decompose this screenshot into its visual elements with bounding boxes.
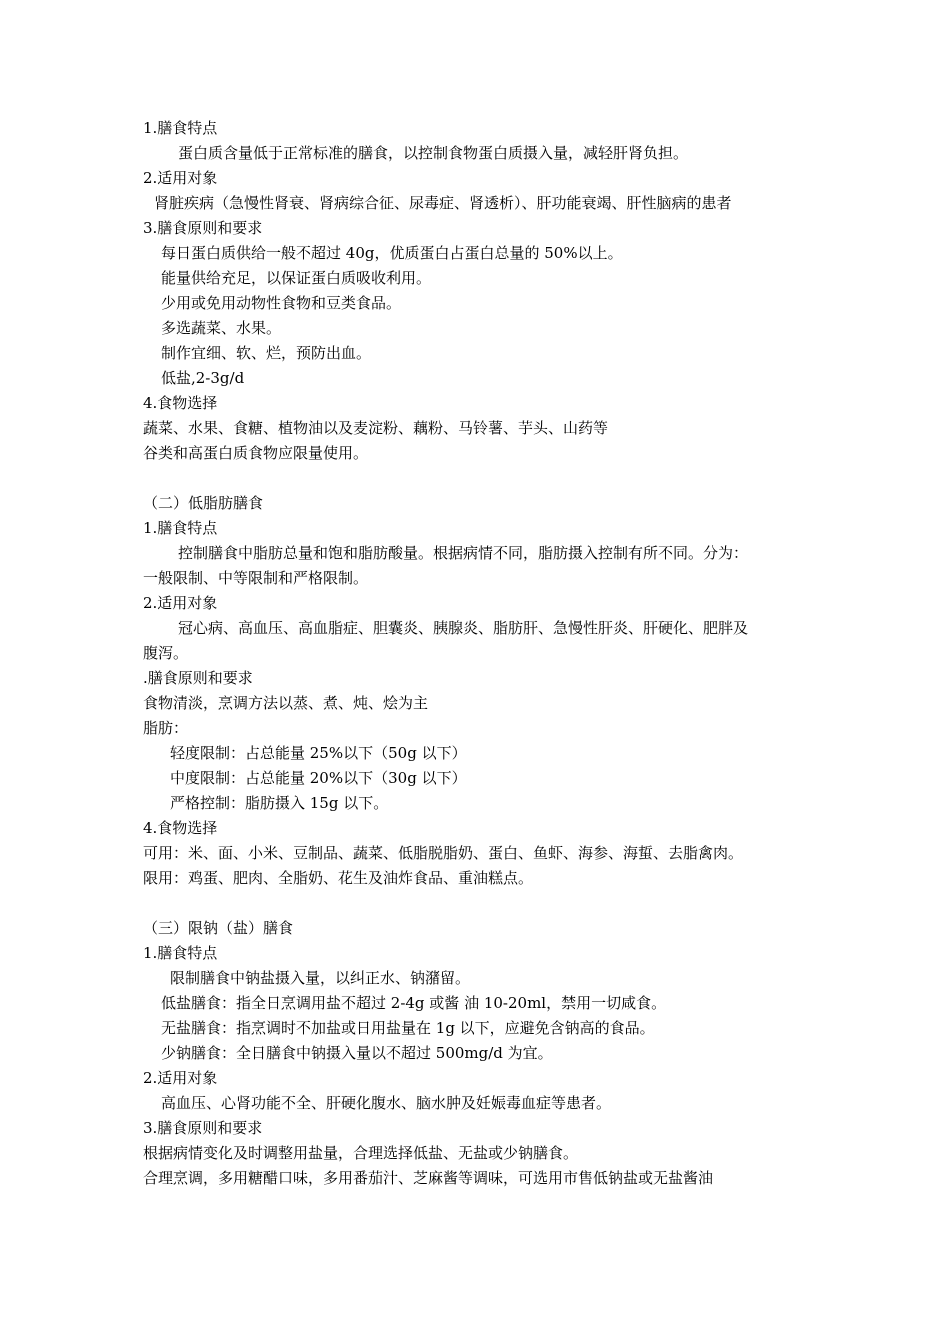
text-target-group-continued: 腹泻。 [143,644,189,662]
section-title-low-sodium-diet: （三）限钠（盐）膳食 [143,919,294,937]
section-title-low-fat-diet: （二）低脂肪膳食 [143,494,264,512]
heading-target-group: 2.适用对象 [143,1069,218,1087]
text-fat-mild-limit: 轻度限制：占总能量 25%以下（50g 以下） [170,744,467,762]
heading-diet-features: 1.膳食特点 [143,119,218,137]
text-diet-features-continued: 一般限制、中等限制和严格限制。 [143,569,369,587]
text-food-recommended: 蔬菜、水果、食糖、植物油以及麦淀粉、藕粉、马铃薯、芋头、山药等 [143,419,609,437]
text-low-sodium-diet: 少钠膳食：全日膳食中钠摄入量以不超过 500mg/d 为宜。 [161,1044,553,1062]
text-principle-adjust-salt: 根据病情变化及时调整用盐量，合理选择低盐、无盐或少钠膳食。 [143,1144,579,1162]
text-target-group: 冠心病、高血压、高血脂症、胆囊炎、胰腺炎、脂肪肝、急慢性肝炎、肝硬化、肥胖及 [178,619,749,637]
heading-diet-principles: .膳食原则和要求 [143,669,253,687]
heading-diet-features: 1.膳食特点 [143,519,218,537]
heading-food-selection: 4.食物选择 [143,819,218,837]
text-fat-label: 脂肪： [143,719,189,737]
text-principle-animal-food: 少用或免用动物性食物和豆类食品。 [161,294,402,312]
text-principle-vegetables: 多选蔬菜、水果。 [161,319,282,337]
text-low-salt-diet: 低盐膳食：指全日烹调用盐不超过 2-4g 或酱 油 10-20ml，禁用一切咸食。 [161,994,667,1012]
heading-target-group: 2.适用对象 [143,594,218,612]
text-food-allowed: 可用：米、面、小米、豆制品、蔬菜、低脂脱脂奶、蛋白、鱼虾、海参、海蜇、去脂禽肉。 [143,844,744,862]
text-fat-strict-limit: 严格控制：脂肪摄入 15g 以下。 [170,794,389,812]
heading-food-selection: 4.食物选择 [143,394,218,412]
text-diet-features: 蛋白质含量低于正常标准的膳食，以控制食物蛋白质摄入量，减轻肝肾负担。 [178,144,689,162]
text-diet-features: 限制膳食中钠盐摄入量，以纠正水、钠潴留。 [170,969,471,987]
heading-target-group: 2.适用对象 [143,169,218,187]
text-principle-low-salt: 低盐,2-3g/d [161,369,245,387]
text-target-group: 高血压、心肾功能不全、肝硬化腹水、脑水肿及妊娠毒血症等患者。 [161,1094,612,1112]
text-food-limited: 谷类和高蛋白质食物应限量使用。 [143,444,369,462]
text-diet-features: 控制膳食中脂肪总量和饱和脂肪酸量。根据病情不同，脂肪摄入控制有所不同。分为： [178,544,749,562]
heading-diet-principles: 3.膳食原则和要求 [143,219,263,237]
heading-diet-principles: 3.膳食原则和要求 [143,1119,263,1137]
text-principle-energy: 能量供给充足，以保证蛋白质吸收利用。 [161,269,432,287]
text-principle-protein: 每日蛋白质供给一般不超过 40g，优质蛋白占蛋白总量的 50%以上。 [161,244,623,262]
text-food-restricted: 限用：鸡蛋、肥肉、全脂奶、花生及油炸食品、重油糕点。 [143,869,534,887]
text-salt-free-diet: 无盐膳食：指烹调时不加盐或日用盐量在 1g 以下，应避免含钠高的食品。 [161,1019,655,1037]
text-target-group: 肾脏疾病（急慢性肾衰、肾病综合征、尿毒症、肾透析）、肝功能衰竭、肝性脑病的患者 [154,194,732,212]
heading-diet-features: 1.膳食特点 [143,944,218,962]
text-fat-moderate-limit: 中度限制：占总能量 20%以下（30g 以下） [170,769,467,787]
text-principle-cooking: 食物清淡，烹调方法以蒸、煮、炖、烩为主 [143,694,429,712]
text-principle-preparation: 制作宜细、软、烂，预防出血。 [161,344,372,362]
text-principle-seasoning: 合理烹调，多用糖醋口味，多用番茄汁、芝麻酱等调味，可选用市售低钠盐或无盐酱油 [143,1169,714,1187]
